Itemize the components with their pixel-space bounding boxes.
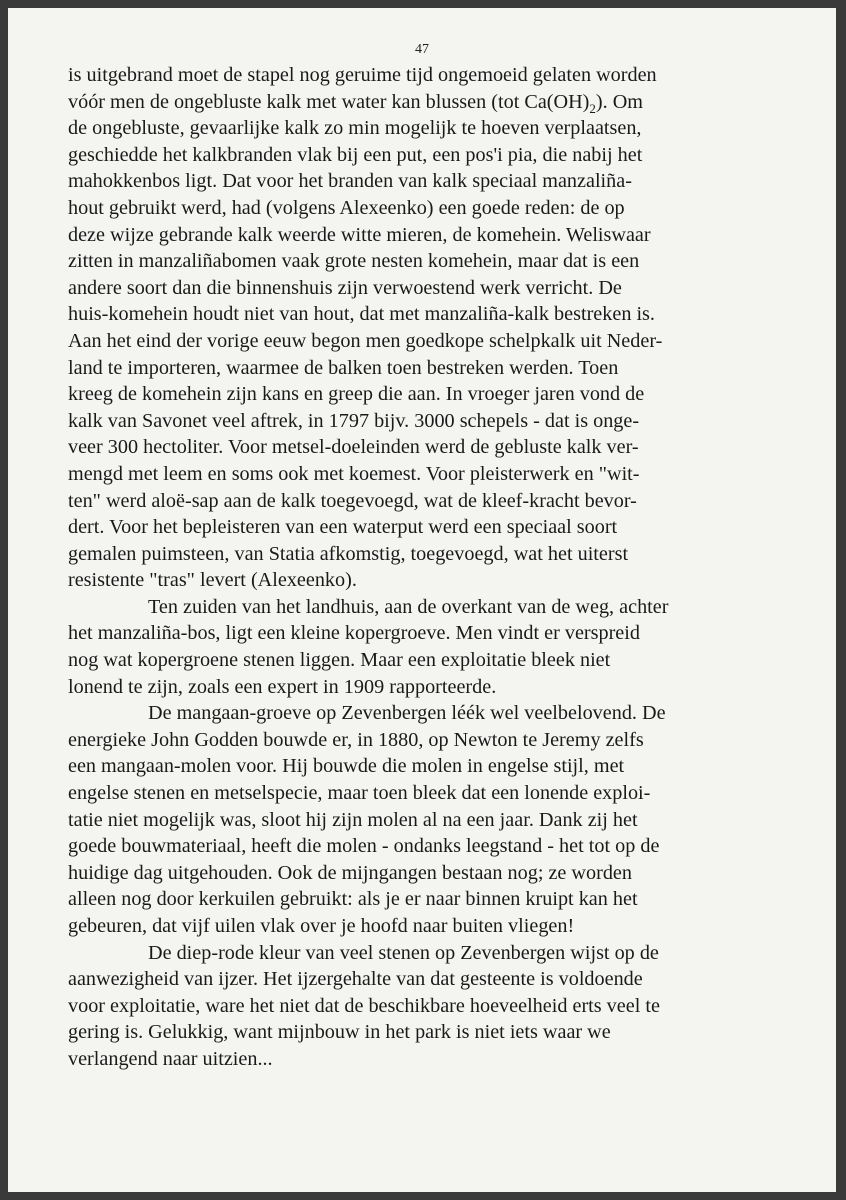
text-line: energieke John Godden bouwde er, in 1880, op Newton te Jeremy zelfs bbox=[68, 728, 644, 751]
text-line: voor exploitatie, ware het niet dat de beschikbare hoeveelheid erts veel te bbox=[68, 994, 660, 1017]
paragraph-4 bbox=[68, 940, 778, 1073]
text-line: gebeuren, dat vijf uilen vlak over je hoofd naar buiten vliegen! bbox=[68, 915, 575, 937]
text-line-part: vóór men de ongebluste kalk met water kan blussen (tot Ca(OH) bbox=[68, 90, 590, 113]
formula-subscript: 2 bbox=[589, 100, 596, 116]
text-line: goede bouwmateriaal, heeft die molen - ondanks leegstand - het tot op de bbox=[68, 835, 660, 858]
text-line: hout gebruikt werd, had (volgens Alexeenko) een goede reden: de op bbox=[68, 196, 625, 219]
text-line: het manzaliña-bos, ligt een kleine kopergroeve. Men vindt er verspreid bbox=[68, 622, 640, 645]
text-line: dert. Voor het bepleisteren van een waterput werd een speciaal soort bbox=[68, 516, 618, 539]
text-line: tatie niet mogelijk was, sloot hij zijn molen al na een jaar. Dank zij het bbox=[68, 808, 638, 831]
book-page bbox=[8, 8, 836, 1192]
text-line: alleen nog door kerkuilen gebruikt: als je er naar binnen kruipt kan het bbox=[68, 888, 638, 911]
text-line: resistente "tras" levert (Alexeenko). bbox=[68, 569, 357, 592]
text-line: engelse stenen en metselspecie, maar toen bleek dat een lonende exploi- bbox=[68, 782, 651, 805]
text-line: lonend te zijn, zoals een expert in 1909 rapporteerde. bbox=[68, 675, 497, 698]
text-line: veer 300 hectoliter. Voor metsel-doeleinden werd de gebluste kalk ver- bbox=[68, 436, 639, 459]
text-line: kalk van Savonet veel aftrek, in 1797 bijv. 3000 schepels - dat is onge- bbox=[68, 409, 640, 432]
text-line: de ongebluste, gevaarlijke kalk zo min mogelijk te hoeven verplaatsen, bbox=[68, 117, 642, 140]
text-line: huis-komehein houdt niet van hout, dat met manzaliña-kalk bestreken is. bbox=[68, 303, 655, 326]
text-line: deze wijze gebrande kalk weerde witte mieren, de komehein. Weliswaar bbox=[68, 223, 651, 246]
text-line: ten" werd aloë-sap aan de kalk toegevoegd, wat de kleef-kracht bevor- bbox=[68, 489, 637, 512]
text-line: geschiedde het kalkbranden vlak bij een put, een pos'i pia, die nabij het bbox=[68, 143, 643, 166]
text-line: land te importeren, waarmee de balken toen bestreken werden. Toen bbox=[68, 356, 619, 379]
paragraph-1 bbox=[68, 62, 778, 594]
text-line: mahokkenbos ligt. Dat voor het branden van kalk speciaal manzaliña- bbox=[68, 170, 632, 193]
text-line: mengd met leem en soms ook met koemest. Voor pleisterwerk en "wit- bbox=[68, 462, 640, 485]
text-line: verlangend naar uitzien... bbox=[68, 1047, 273, 1070]
body-text bbox=[68, 62, 778, 1073]
text-line: Ten zuiden van het landhuis, aan de overkant van de weg, achter bbox=[148, 595, 669, 618]
text-line: De diep-rode kleur van veel stenen op Zevenbergen wijst op de bbox=[148, 941, 659, 964]
text-line: zitten in manzaliñabomen vaak grote nesten komehein, maar dat is een bbox=[68, 250, 640, 273]
text-line: De mangaan-groeve op Zevenbergen léék wel veelbelovend. De bbox=[148, 702, 666, 725]
text-line: huidige dag uitgehouden. Ook de mijngangen bestaan nog; ze worden bbox=[68, 861, 632, 884]
text-line: een mangaan-molen voor. Hij bouwde die molen in engelse stijl, met bbox=[68, 755, 625, 778]
paragraph-3 bbox=[68, 700, 778, 939]
text-line: nog wat kopergroene stenen liggen. Maar een exploitatie bleek niet bbox=[68, 649, 611, 672]
text-line: kreeg de komehein zijn kans en greep die aan. In vroeger jaren vond de bbox=[68, 383, 645, 406]
page-number: 47 bbox=[415, 42, 429, 57]
paragraph-2 bbox=[68, 594, 778, 700]
text-line: Aan het eind der vorige eeuw begon men goedkope schelpkalk uit Neder- bbox=[68, 329, 663, 352]
text-line: gering is. Gelukkig, want mijnbouw in het park is niet iets waar we bbox=[68, 1021, 611, 1044]
text-line bbox=[68, 89, 778, 116]
text-line: aanwezigheid van ijzer. Het ijzergehalte van dat gesteente is voldoende bbox=[68, 968, 643, 991]
text-line: gemalen puimsteen, van Statia afkomstig, toegevoegd, wat het uiterst bbox=[68, 542, 629, 565]
text-line-part: ). Om bbox=[595, 90, 643, 113]
text-line: andere soort dan die binnenshuis zijn verwoestend werk verricht. De bbox=[68, 276, 622, 299]
text-line: is uitgebrand moet de stapel nog geruime tijd ongemoeid gelaten worden bbox=[68, 64, 657, 86]
